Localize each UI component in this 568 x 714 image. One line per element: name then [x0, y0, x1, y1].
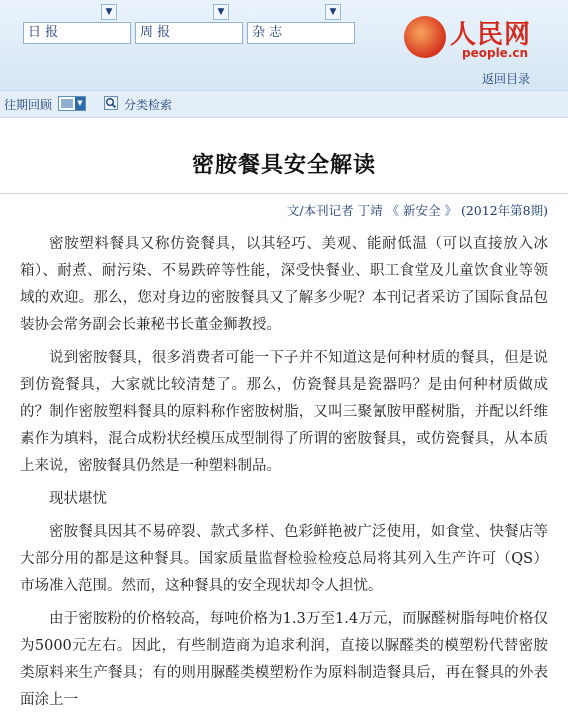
- magazine-select-label: 杂 志: [252, 25, 283, 40]
- title-divider: [0, 193, 568, 194]
- past-issues-arrow-icon: ▼: [75, 97, 85, 110]
- weekly-select[interactable]: [135, 22, 243, 44]
- article-paragraph: 密胺餐具因其不易碎裂、款式多样、色彩鲜艳被广泛使用，如食堂、快餐店等大部分用的都是这种餐具。国家质量监督检验检疫总局将其列入生产许可（QS）市场准入范围。然而，这种餐具的安全现状却令人担忧。: [20, 524, 548, 594]
- category-search-link[interactable]: 分类检索: [124, 98, 173, 112]
- people-cn-logo[interactable]: [404, 14, 534, 66]
- article: [0, 148, 568, 714]
- toolbar: [0, 90, 568, 118]
- past-issues-label: 往期回顾: [4, 98, 53, 112]
- logo-chinese-text: 人民网: [450, 20, 532, 50]
- article-paragraph: 密胺塑料餐具又称仿瓷餐具，以其轻巧、美观、能耐低温（可以直接放入冰箱）、耐煮、耐污染、不易跌碎等性能，深受快餐业、职工食堂及儿童饮食业等领域的欢迎。那么，您对身边的密胺餐具又了解多少呢？本刊记者采访了国际食品包装协会常务副会长兼秘书长董金狮教授。: [20, 236, 548, 333]
- article-paragraph: 说到密胺餐具，很多消费者可能一下子并不知道这是何种材质的餐具，但是说到仿瓷餐具，大家就比较清楚了。那么，仿瓷餐具是瓷器吗？是由何种材质做成的？制作密胺塑料餐具的原料称作密胺树脂，又叫三聚氰胺甲醛树脂，并配以纤维素作为填料，混合成粉状经模压成型制得了所谓的密胺餐具，或仿瓷餐具，从本质上来说，密胺餐具仍然是一种塑料制品。: [20, 350, 548, 474]
- back-to-contents-link[interactable]: 返回目录: [482, 72, 531, 86]
- header-bar: [0, 0, 568, 90]
- past-issues-select-swatch: [61, 99, 73, 108]
- search-icon[interactable]: [104, 96, 118, 110]
- daily-select[interactable]: [23, 22, 131, 44]
- daily-dropdown-arrow-icon[interactable]: ▼: [101, 4, 117, 20]
- article-byline: 文/本刊记者 丁靖 《 新安全 》 (2012年第8期): [286, 203, 548, 218]
- magazine-dropdown-arrow-icon[interactable]: ▼: [325, 4, 341, 20]
- magazine-select[interactable]: [247, 22, 355, 44]
- article-paragraph: 由于密胺粉的价格较高，每吨价格为1.3万至1.4万元，而脲醛树脂每吨价格仅为5000元左右。因此，有些制造商为追求利润，直接以脲醛类的模塑粉代替密胺类原料来生产餐具；有的则用脲醛类模塑粉作为原料制造餐具后，再在餐具的外表面涂上一: [20, 611, 548, 708]
- logo-english-text: people.cn: [462, 46, 529, 60]
- daily-select-label: 日 报: [28, 25, 59, 40]
- past-issues-select[interactable]: [58, 96, 86, 111]
- article-title: 密胺餐具安全解读: [191, 152, 376, 178]
- weekly-dropdown-arrow-icon[interactable]: ▼: [213, 4, 229, 20]
- section-heading: 现状堪忧: [49, 491, 107, 507]
- logo-mark-icon: [404, 16, 446, 58]
- weekly-select-label: 周 报: [140, 25, 171, 40]
